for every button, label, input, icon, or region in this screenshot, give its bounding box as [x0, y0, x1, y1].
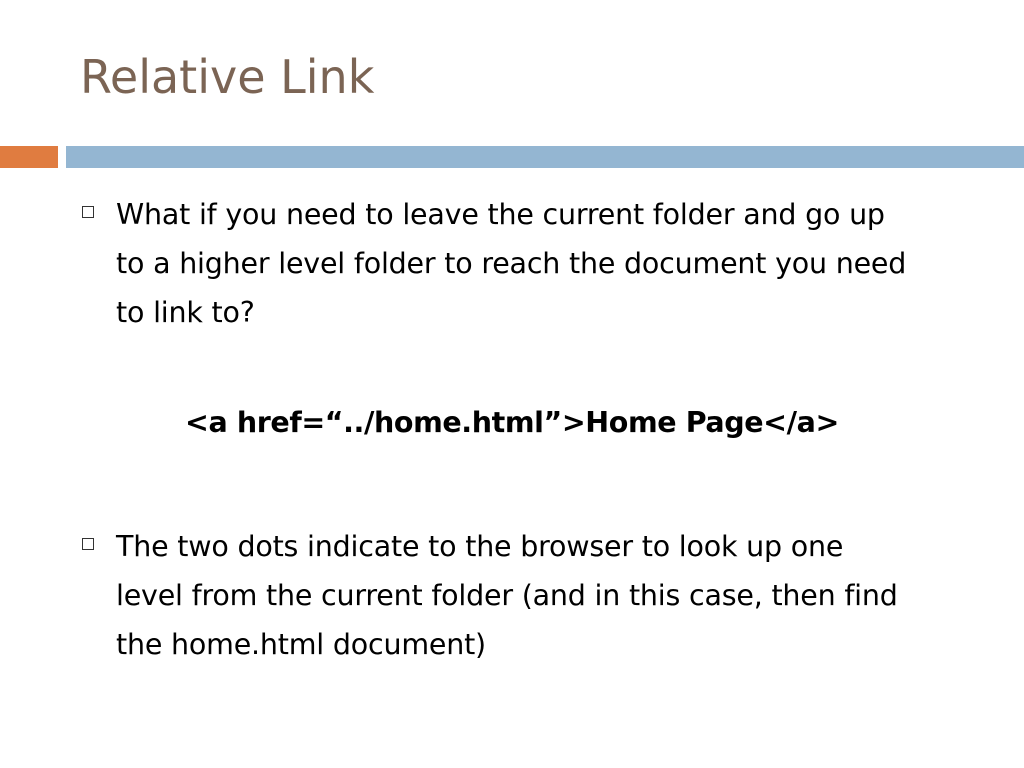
bullet-item-1: [82, 190, 912, 337]
hollow-square-bullet-icon: [82, 206, 94, 218]
slide-title: Relative Link: [80, 50, 375, 104]
title-accent-bar-blue: [66, 146, 1024, 168]
bullet-text-1: What if you need to leave the current folder and go up to a higher level folder to reach the document you need to link to?: [116, 198, 907, 329]
title-accent-bar-orange: [0, 146, 58, 168]
bullet-item-2: [82, 522, 912, 669]
code-example: <a href=“../home.html”>Home Page</a>: [185, 406, 839, 439]
bullet-text-2: The two dots indicate to the browser to look up one level from the current folder (and in this case, then find the home.html document): [116, 530, 898, 661]
hollow-square-bullet-icon: [82, 538, 94, 550]
